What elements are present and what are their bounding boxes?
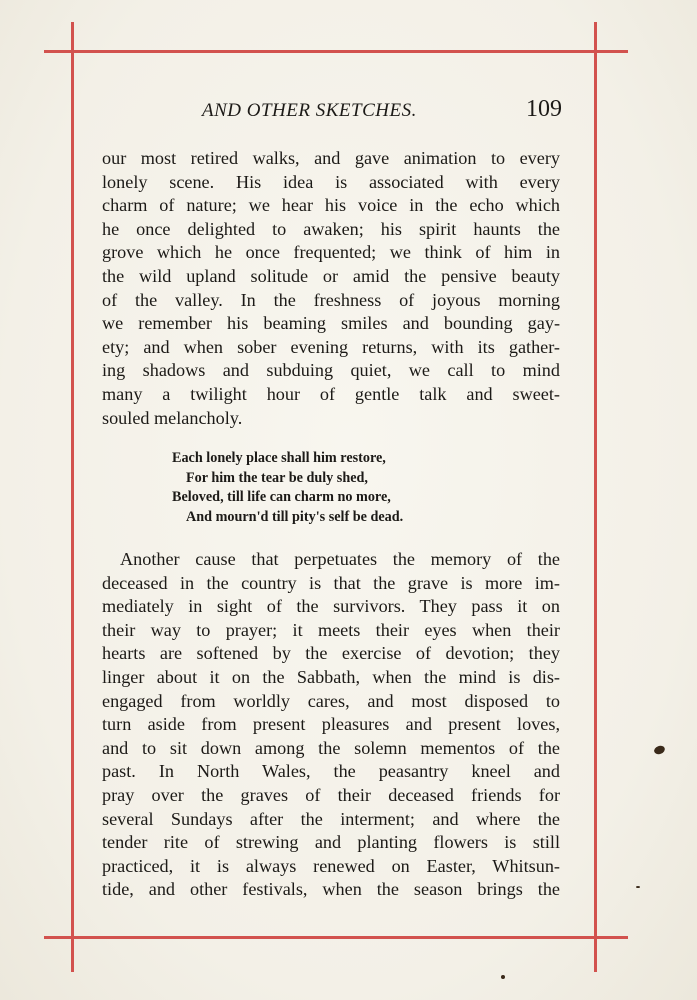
verse-quotation	[172, 449, 472, 527]
text-line: we remember his beaming smiles and bounding gay-	[102, 313, 560, 334]
verse-line: Each lonely place shall him restore,	[172, 450, 386, 466]
text-line: and to sit down among the solemn mementos of the	[102, 737, 560, 758]
text-line: ing shadows and subduing quiet, we call to mind	[102, 360, 560, 381]
text-line: engaged from worldly cares, and most disposed to	[102, 690, 560, 711]
text-line: practiced, it is always renewed on Easter, Whitsun-	[102, 855, 560, 876]
text-line: grove which he once frequented; we think of him in	[102, 242, 560, 263]
text-line: Another cause that perpetuates the memory of the	[120, 549, 560, 569]
paper-blemish	[653, 744, 666, 755]
running-head: AND OTHER SKETCHES.	[202, 100, 417, 121]
verse-line: Beloved, till life can charm no more,	[172, 489, 391, 506]
bottom-border-rule	[44, 936, 628, 939]
top-border-rule	[44, 50, 628, 53]
text-line: lonely scene. His idea is associated with every	[102, 171, 560, 192]
text-line: their way to prayer; it meets their eyes when their	[102, 619, 560, 640]
text-line: tender rite of strewing and planting flowers is still	[102, 832, 560, 853]
paragraph-2	[102, 548, 560, 902]
paper-blemish	[636, 886, 640, 888]
text-line: many a twilight hour of gentle talk and sweet-	[102, 383, 560, 404]
text-line: our most retired walks, and gave animation to every	[102, 148, 560, 168]
paragraph-1	[102, 147, 560, 430]
page-number: 109	[526, 96, 562, 122]
text-line: tide, and other festivals, when the season brings the	[102, 879, 560, 900]
text-line: ety; and when sober evening returns, with its gather-	[102, 336, 560, 357]
left-border-rule	[71, 22, 74, 972]
text-line: turn aside from present pleasures and present loves,	[102, 714, 560, 735]
text-line: several Sundays after the interment; and where the	[102, 808, 560, 829]
verse-line: For him the tear be duly shed,	[186, 469, 368, 486]
text-line: pray over the graves of their deceased friends for	[102, 784, 560, 805]
text-line: deceased in the country is that the grave is more im-	[102, 572, 560, 593]
page-header	[100, 96, 562, 130]
text-line: mediately in sight of the survivors. They pass it on	[102, 596, 560, 617]
text-line: souled melancholy.	[102, 407, 243, 428]
text-line: hearts are softened by the exercise of devotion; they	[102, 643, 560, 664]
text-line: charm of nature; we hear his voice in the echo which	[102, 195, 560, 216]
text-line: of the valley. In the freshness of joyous morning	[102, 289, 560, 310]
text-line: the wild upland solitude or amid the pensive beauty	[102, 265, 560, 286]
paper-blemish	[501, 975, 505, 979]
text-line: past. In North Wales, the peasantry kneel and	[102, 761, 560, 782]
text-line: he once delighted to awaken; his spirit haunts the	[102, 218, 560, 239]
verse-line: And mourn'd till pity's self be dead.	[186, 508, 404, 525]
text-line: linger about it on the Sabbath, when the mind is dis-	[102, 666, 560, 687]
right-border-rule	[594, 22, 597, 972]
